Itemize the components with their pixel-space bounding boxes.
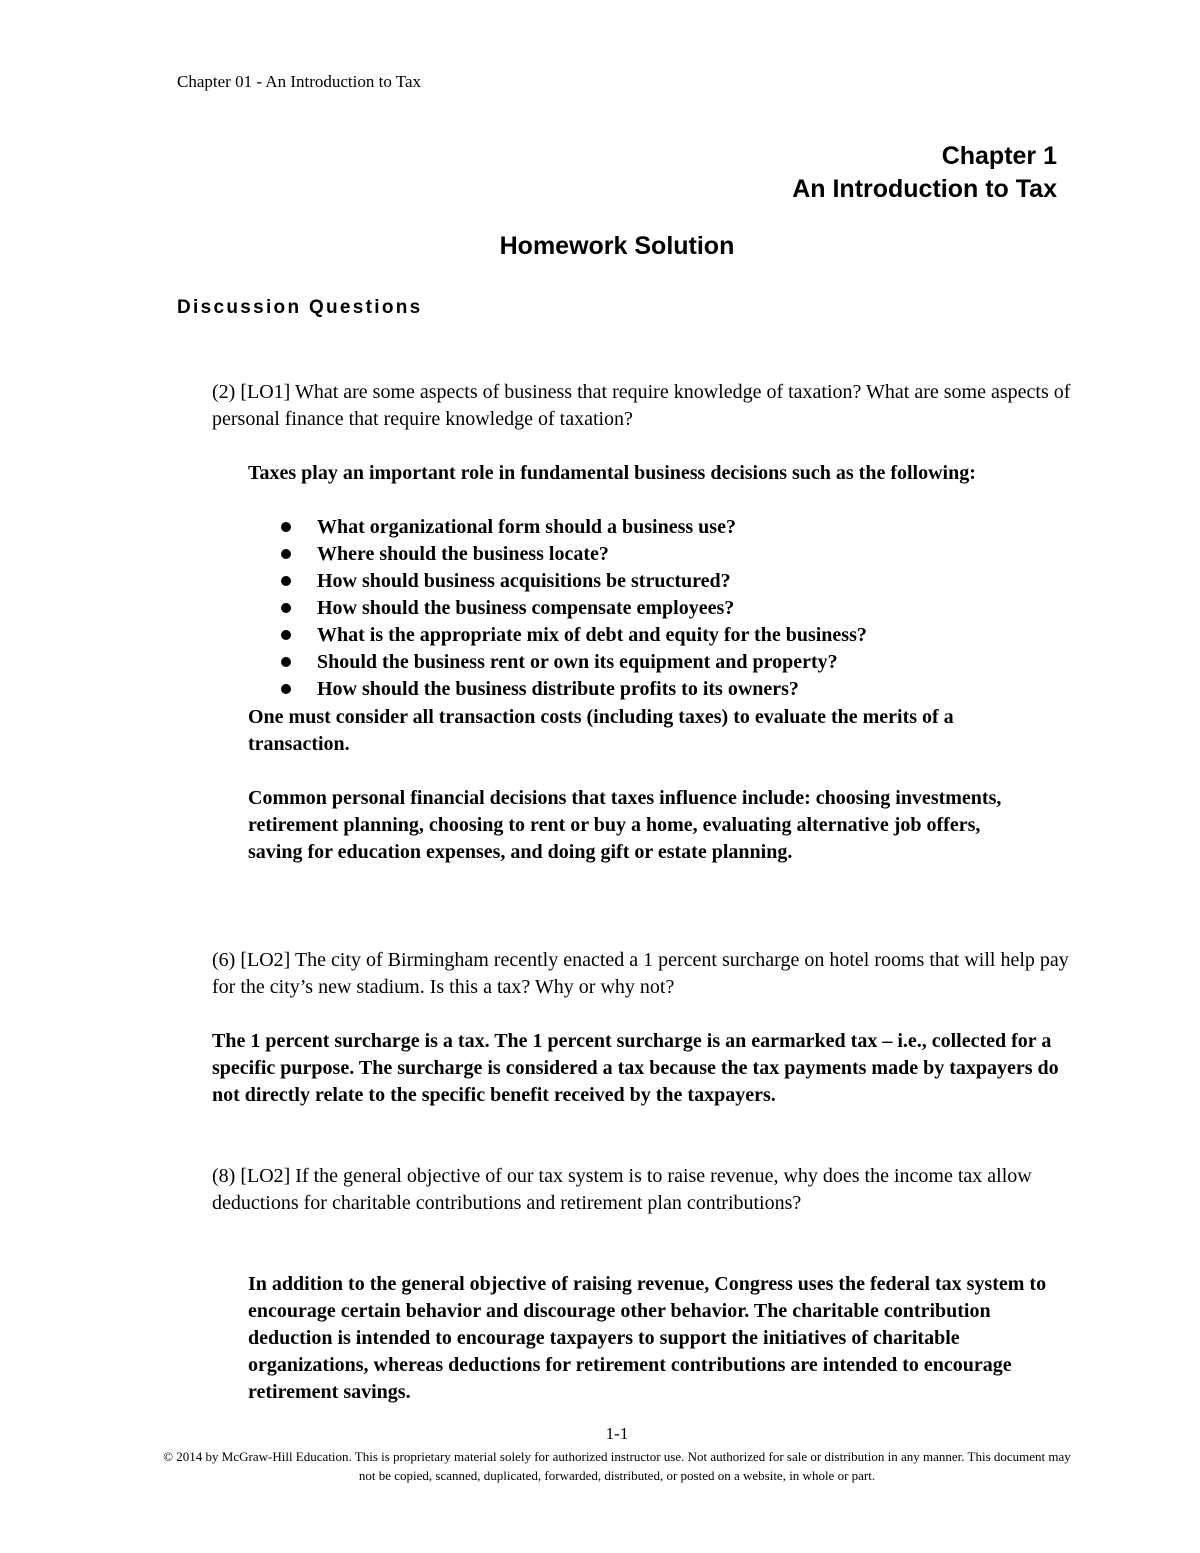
list-item — [248, 622, 1048, 649]
list-item — [248, 514, 1048, 541]
list-item — [248, 649, 1048, 676]
page-number: 1-1 — [605, 1424, 629, 1443]
chapter-title: An Introduction to Tax — [792, 175, 1057, 203]
bullet-text: How should the business distribute profits to its owners? — [317, 678, 799, 700]
chapter-number: Chapter 1 — [941, 142, 1057, 170]
answer-2-conclusion: One must consider all transaction costs (including taxes) to evaluate the merits of a transaction. — [248, 706, 954, 755]
bullet-dot-icon — [281, 522, 291, 532]
list-item — [248, 676, 1048, 703]
bullet-text: How should the business compensate employees? — [317, 597, 735, 619]
list-item — [248, 541, 1048, 568]
bullet-dot-icon — [281, 630, 291, 640]
list-item — [248, 568, 1048, 595]
bullet-dot-icon — [281, 603, 291, 613]
answer-2-personal-finance: Common personal financial decisions that taxes influence include: choosing investments, retirement planning, choosing to rent or buy a home, evaluating alternative job offers, saving for education expenses, and doing gift or estate planning. — [248, 787, 1002, 863]
bullet-text: Where should the business locate? — [317, 543, 609, 565]
answer-2-intro: Taxes play an important role in fundamental business decisions such as the following: — [248, 462, 976, 484]
bullet-dot-icon — [281, 576, 291, 586]
answer-8: In addition to the general objective of raising revenue, Congress uses the federal tax system to encourage certain behavior and discourage other behavior. The charitable contribution deduction is intended to encourage taxpayers to support the initiatives of charitable organizations, whereas deductions for retirement contributions are intended to encourage retirement savings. — [248, 1273, 1047, 1403]
bullet-text: How should business acquisitions be structured? — [317, 570, 731, 592]
answer-6: The 1 percent surcharge is a tax. The 1 percent surcharge is an earmarked tax – i.e., collected for a specific purpose. The surcharge is considered a tax because the tax payments made by taxpayers do not directly relate to the specific benefit received by the taxpayers. — [212, 1030, 1059, 1106]
list-item — [248, 595, 1048, 622]
running-header: Chapter 01 - An Introduction to Tax — [177, 72, 422, 91]
bullet-dot-icon — [281, 657, 291, 667]
bullet-text: Should the business rent or own its equipment and property? — [317, 651, 838, 673]
question-6-prompt: (6) [LO2] The city of Birmingham recently enacted a 1 percent surcharge on hotel rooms that will help pay for the city’s new stadium. Is this a tax? Why or why not? — [212, 949, 1069, 998]
bullet-text: What organizational form should a business use? — [317, 516, 736, 538]
bullet-dot-icon — [281, 684, 291, 694]
section-heading: Discussion Questions — [177, 297, 423, 318]
question-2-prompt: (2) [LO1] What are some aspects of business that require knowledge of taxation? What are some aspects of personal finance that require knowledge of taxation? — [212, 381, 1071, 430]
copyright-notice: © 2014 by McGraw-Hill Education. This is proprietary material solely for authorized instructor use. Not authorized for sale or distribution in any manner. This document may not be copied, scanned, duplicated, forwarded, distributed, or posted on a website, in whole or part. — [163, 1449, 1071, 1483]
document-subtitle: Homework Solution — [499, 232, 735, 260]
bullet-text: What is the appropriate mix of debt and equity for the business? — [317, 624, 867, 646]
question-8-prompt: (8) [LO2] If the general objective of our tax system is to raise revenue, why does the income tax allow deductions for charitable contributions and retirement plan contributions? — [212, 1165, 1032, 1214]
answer-2-bullet-list — [248, 514, 1048, 703]
bullet-dot-icon — [281, 549, 291, 559]
